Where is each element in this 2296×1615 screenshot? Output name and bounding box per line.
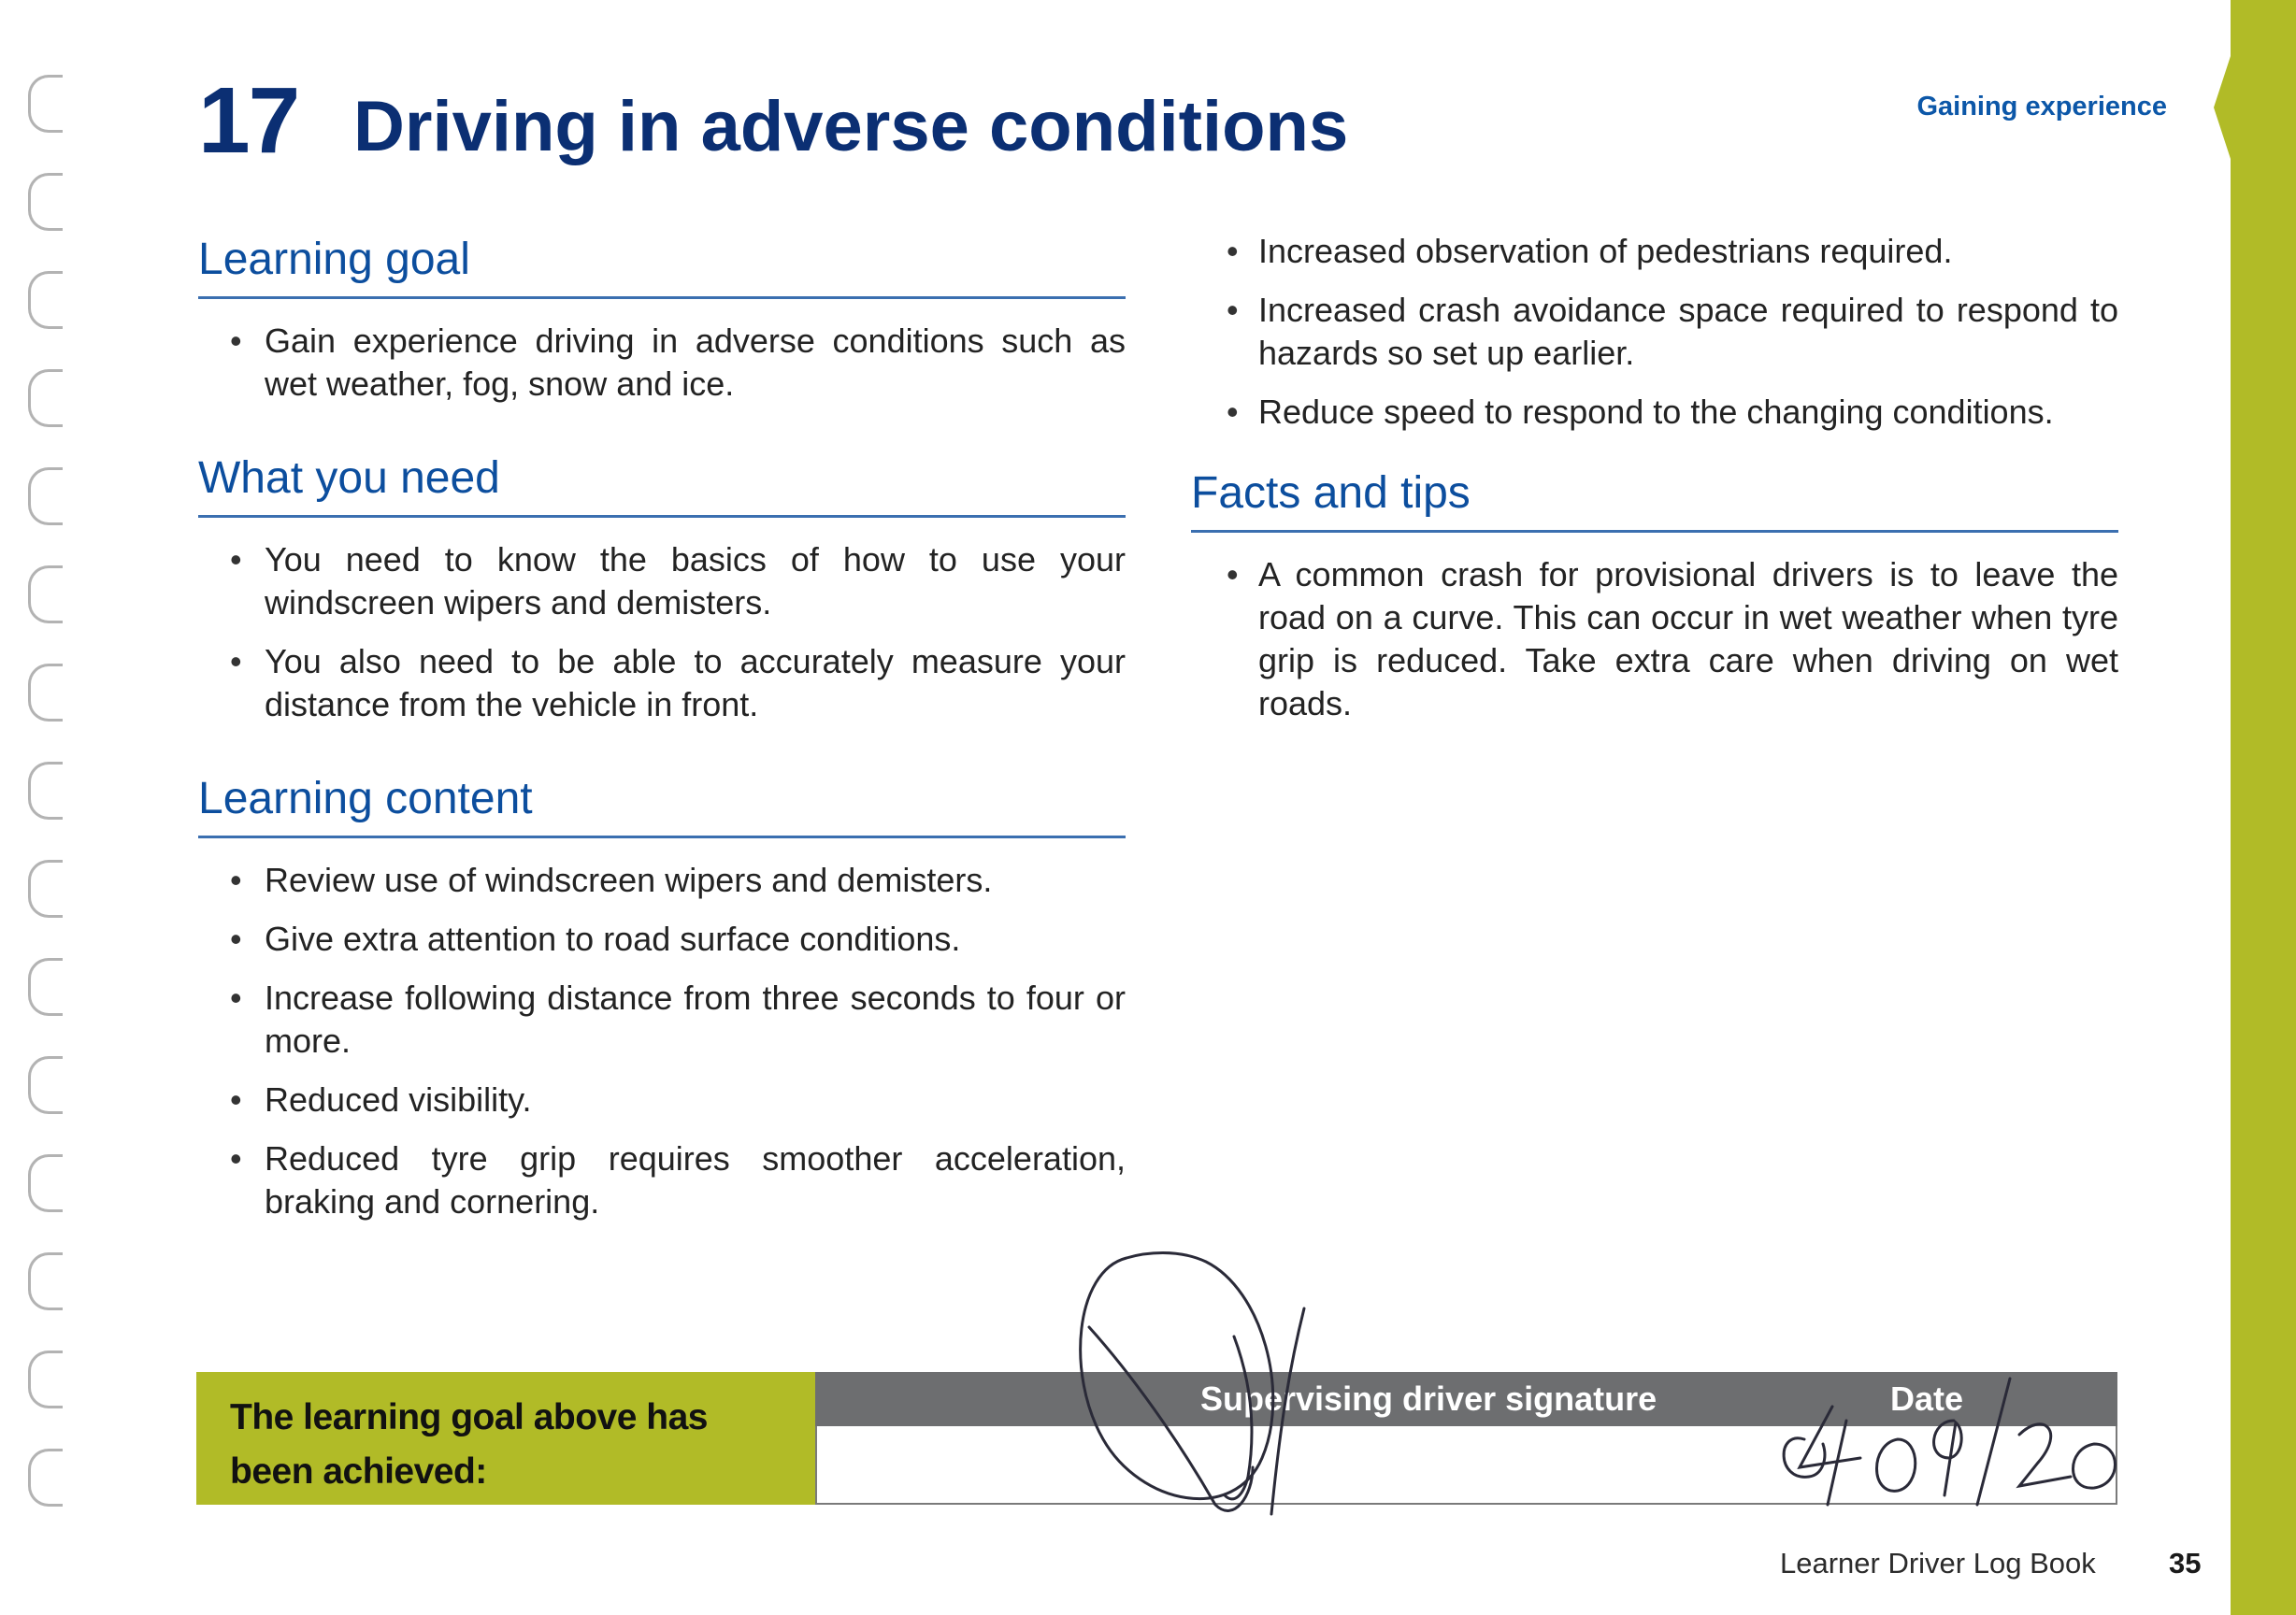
- learning-content-section: [198, 773, 1126, 1223]
- page-edge-tab: [2212, 0, 2296, 1615]
- date-label: Date: [1890, 1379, 1964, 1418]
- chapter-title: Driving in adverse conditions: [353, 87, 1349, 166]
- section-tag: Gaining experience: [1916, 92, 2167, 121]
- learning-goal-list: [198, 320, 1126, 406]
- list-item: • Gain experience driving in adverse conditions such as wet weather, fog, snow and ice.: [198, 320, 1126, 406]
- learning-goal-heading: Learning goal: [198, 234, 1126, 299]
- binding-ring: [28, 1252, 63, 1310]
- signoff-bar: [196, 1372, 2117, 1505]
- learning-content-list: [198, 859, 1126, 1223]
- list-item: • Increased observation of pedestrians required.: [1191, 230, 2118, 273]
- list-item: • Reduce speed to respond to the changing conditions.: [1191, 391, 2118, 434]
- list-item: • Increased crash avoidance space required to respond to hazards so set up earlier.: [1191, 289, 2118, 375]
- binding-ring: [28, 75, 63, 133]
- learning-goal-section: [198, 234, 1126, 406]
- binding-ring: [28, 1056, 63, 1114]
- binding-ring: [28, 664, 63, 722]
- spiral-binding: [19, 75, 84, 1570]
- what-you-need-section: [198, 452, 1126, 726]
- page-number: 35: [2169, 1547, 2202, 1579]
- goal-achieved-statement: The learning goal above has been achieved:: [230, 1397, 708, 1492]
- facts-and-tips-list: [1191, 553, 2118, 725]
- learning-content-continued-list: [1191, 230, 2118, 434]
- binding-ring: [28, 958, 63, 1016]
- right-column: [1191, 230, 2118, 741]
- signoff-header: [815, 1372, 2117, 1426]
- date-field[interactable]: [1704, 1426, 2117, 1505]
- signature-label: Supervising driver signature: [1200, 1379, 1657, 1418]
- binding-ring: [28, 565, 63, 623]
- list-item: • A common crash for provisional drivers is to leave the road on a curve. This can occur in wet weather when tyre grip is reduced. Take extra care when driving on wet roads.: [1191, 553, 2118, 725]
- signature-field[interactable]: [815, 1426, 1706, 1505]
- what-you-need-list: [198, 538, 1126, 726]
- list-item: • Give extra attention to road surface conditions.: [198, 918, 1126, 961]
- facts-and-tips-section: [1191, 467, 2118, 725]
- list-item: • You need to know the basics of how to use your windscreen wipers and demisters.: [198, 538, 1126, 624]
- binding-ring: [28, 467, 63, 525]
- binding-ring: [28, 369, 63, 427]
- footer-book-title: Learner Driver Log Book: [1780, 1547, 2096, 1579]
- list-item: • Reduced visibility.: [198, 1079, 1126, 1122]
- learning-content-heading: Learning content: [198, 773, 1126, 838]
- list-item: • Increase following distance from three seconds to four or more.: [198, 977, 1126, 1063]
- binding-ring: [28, 1449, 63, 1507]
- binding-ring: [28, 860, 63, 918]
- goal-achieved-box: [196, 1372, 815, 1505]
- list-item: • Review use of windscreen wipers and demisters.: [198, 859, 1126, 902]
- list-item: • Reduced tyre grip requires smoother acceleration, braking and cornering.: [198, 1137, 1126, 1223]
- binding-ring: [28, 762, 63, 820]
- binding-ring: [28, 173, 63, 231]
- chapter-number: 17: [198, 68, 299, 173]
- binding-ring: [28, 1351, 63, 1408]
- list-item: • You also need to be able to accurately measure your distance from the vehicle in front.: [198, 640, 1126, 726]
- facts-and-tips-heading: Facts and tips: [1191, 467, 2118, 533]
- left-column: [198, 234, 1126, 1239]
- binding-ring: [28, 1154, 63, 1212]
- binding-ring: [28, 271, 63, 329]
- what-you-need-heading: What you need: [198, 452, 1126, 518]
